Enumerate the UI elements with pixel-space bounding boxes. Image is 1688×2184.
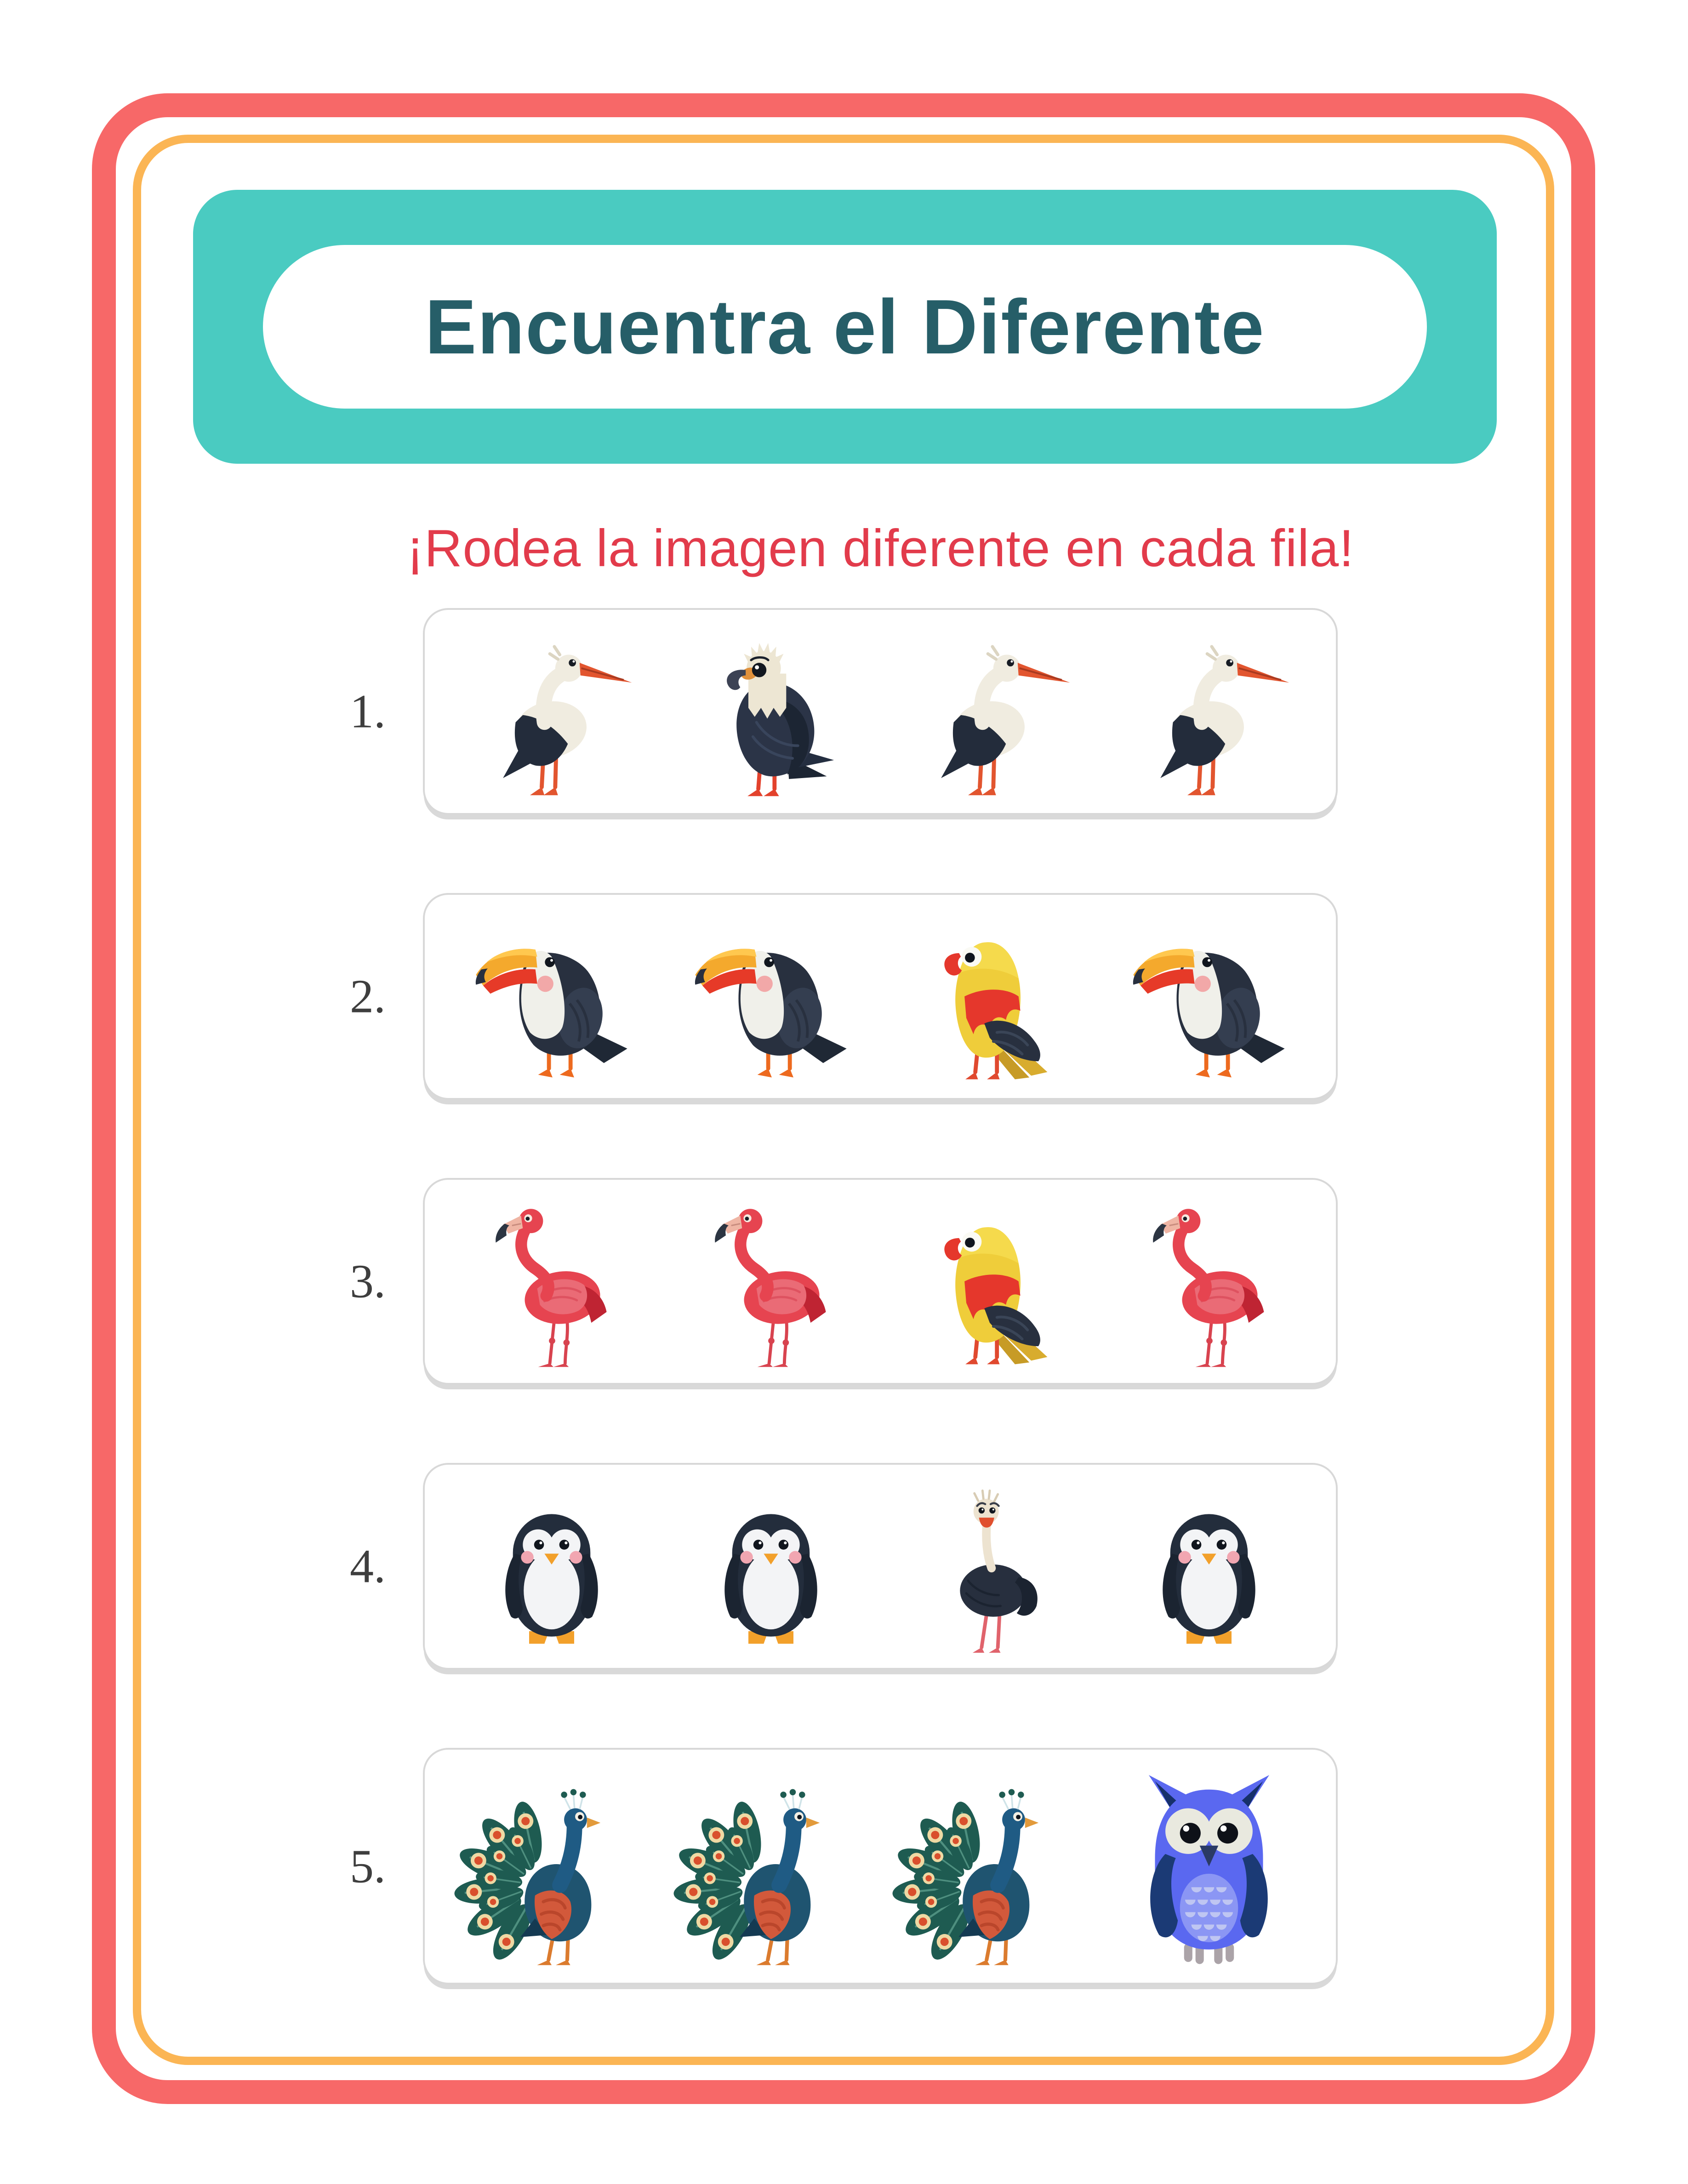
row-number: 4. xyxy=(350,1540,386,1593)
row-card xyxy=(423,893,1338,1100)
peacock-icon xyxy=(667,1763,875,1970)
owl-image[interactable] xyxy=(1103,1750,1315,1983)
title-pill xyxy=(263,245,1427,409)
flamingo-image[interactable] xyxy=(665,1180,877,1383)
peacock-image[interactable] xyxy=(884,1750,1095,1983)
penguin-icon xyxy=(681,1476,861,1656)
row-card xyxy=(423,1178,1338,1385)
peacock-image[interactable] xyxy=(446,1750,657,1983)
parrot-icon xyxy=(900,1191,1080,1371)
stork-image[interactable] xyxy=(1103,610,1315,813)
instructions-text: ¡Rodea la imagen diferente en cada fila! xyxy=(406,519,1354,578)
vulture-image[interactable] xyxy=(665,610,877,813)
peacock-icon xyxy=(448,1763,656,1970)
parrot-icon xyxy=(900,906,1080,1086)
row-number: 3. xyxy=(350,1255,386,1308)
row-card xyxy=(423,608,1338,815)
stork-icon xyxy=(900,621,1080,802)
ostrich-image[interactable] xyxy=(884,1465,1095,1668)
toucan-image[interactable] xyxy=(1103,895,1315,1098)
penguin-image[interactable] xyxy=(665,1465,877,1668)
worksheet-row xyxy=(0,1178,1688,1385)
row-card xyxy=(423,1463,1338,1670)
toucan-icon xyxy=(1119,906,1299,1086)
row-number: 1. xyxy=(350,685,386,738)
stork-image[interactable] xyxy=(884,610,1095,813)
peacock-icon xyxy=(886,1763,1094,1970)
parrot-image[interactable] xyxy=(884,895,1095,1098)
header-band xyxy=(193,190,1497,464)
ostrich-icon xyxy=(900,1476,1080,1656)
rows xyxy=(0,608,1688,1985)
owl-icon xyxy=(1105,1763,1313,1970)
worksheet-row xyxy=(0,1463,1688,1670)
stork-icon xyxy=(462,621,642,802)
row-card xyxy=(423,1748,1338,1985)
worksheet-row xyxy=(0,1748,1688,1985)
toucan-image[interactable] xyxy=(446,895,657,1098)
toucan-icon xyxy=(681,906,861,1086)
penguin-icon xyxy=(462,1476,642,1656)
row-number: 2. xyxy=(350,970,386,1023)
peacock-image[interactable] xyxy=(665,1750,877,1983)
penguin-icon xyxy=(1119,1476,1299,1656)
penguin-image[interactable] xyxy=(1103,1465,1315,1668)
worksheet-row xyxy=(0,608,1688,815)
parrot-image[interactable] xyxy=(884,1180,1095,1383)
flamingo-image[interactable] xyxy=(446,1180,657,1383)
stork-icon xyxy=(1119,621,1299,802)
toucan-icon xyxy=(462,906,642,1086)
toucan-image[interactable] xyxy=(665,895,877,1098)
flamingo-image[interactable] xyxy=(1103,1180,1315,1383)
page-title: Encuentra el Diferente xyxy=(425,283,1265,370)
row-number: 5. xyxy=(350,1840,386,1893)
vulture-icon xyxy=(681,621,861,802)
flamingo-icon xyxy=(1119,1191,1299,1371)
flamingo-icon xyxy=(462,1191,642,1371)
stork-image[interactable] xyxy=(446,610,657,813)
flamingo-icon xyxy=(681,1191,861,1371)
penguin-image[interactable] xyxy=(446,1465,657,1668)
worksheet-row xyxy=(0,893,1688,1100)
